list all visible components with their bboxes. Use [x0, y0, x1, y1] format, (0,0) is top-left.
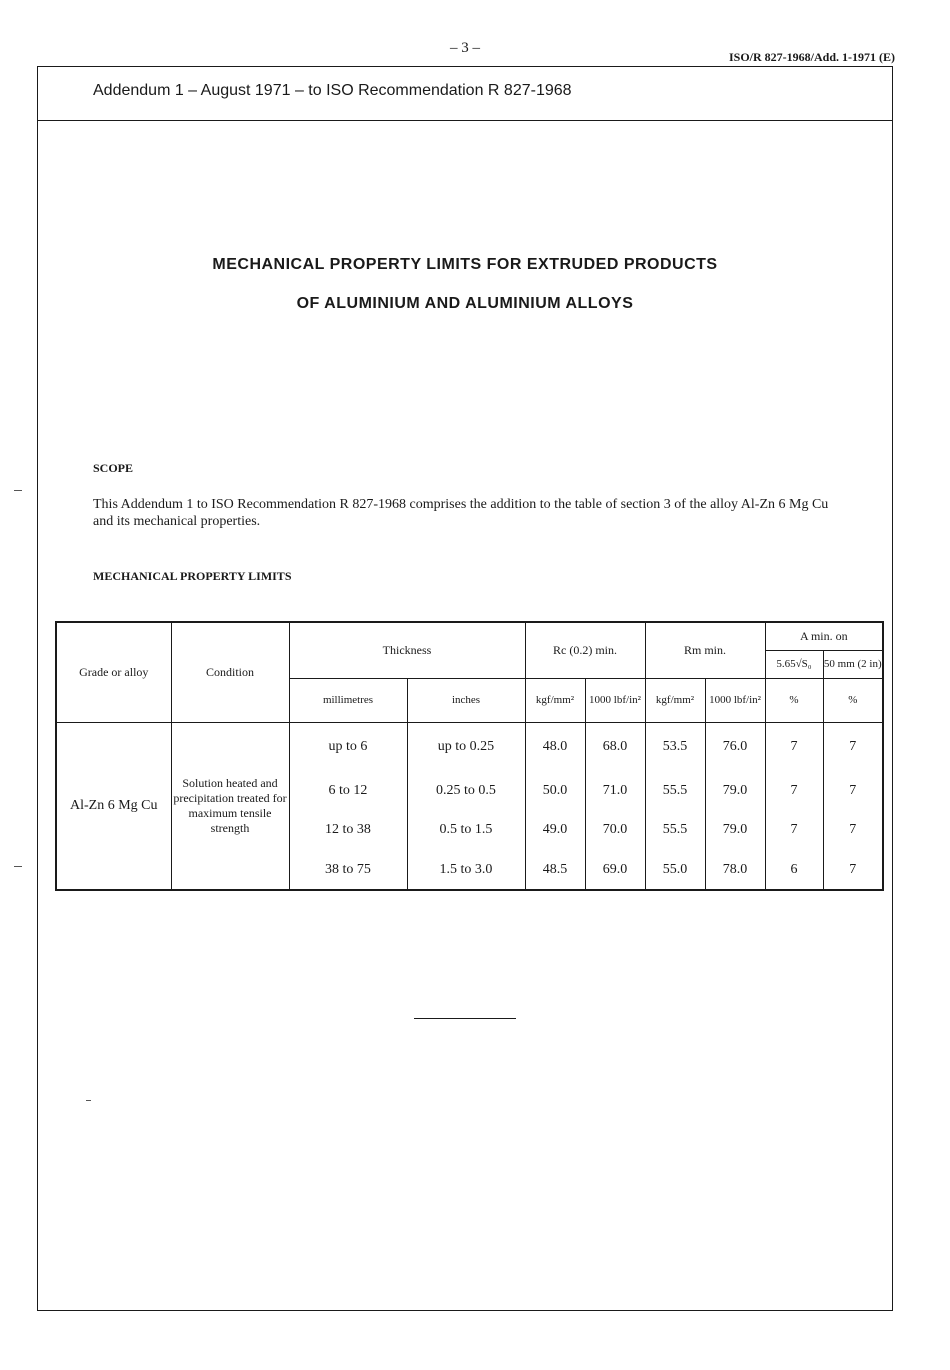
header-grade: Grade or alloy	[56, 622, 171, 722]
row-3-a-565: 7	[765, 810, 823, 850]
row-4-rm-kgf: 55.0	[645, 850, 705, 890]
row-3-mm: 12 to 38	[289, 810, 407, 850]
header-elongation: A min. on	[765, 622, 883, 650]
unit-a-50-pct: %	[823, 678, 883, 722]
row-1-a-565: 7	[765, 722, 823, 772]
header-a-565: 5.65√S₀	[765, 650, 823, 678]
row-2-rm-kgf: 55.5	[645, 772, 705, 810]
unit-rc-kgf: kgf/mm²	[525, 678, 585, 722]
header-thickness: Thickness	[289, 622, 525, 678]
document-reference: ISO/R 827-1968/Add. 1-1971 (E)	[728, 50, 895, 64]
addendum-line: Addendum 1 – August 1971 – to ISO Recommendation R 827-1968	[93, 82, 572, 99]
document-title-line-2: OF ALUMINIUM AND ALUMINIUM ALLOYS	[296, 295, 634, 312]
limits-heading: MECHANICAL PROPERTY LIMITS	[93, 569, 292, 583]
row-4-a-50: 7	[823, 850, 883, 890]
unit-inches: inches	[407, 678, 525, 722]
row-3-inches: 0.5 to 1.5	[407, 810, 525, 850]
page-number: – 3 –	[450, 40, 480, 56]
document-title-line-1: MECHANICAL PROPERTY LIMITS FOR EXTRUDED PRODUCTS	[212, 256, 718, 273]
unit-rm-lbf: 1000 lbf/in²	[705, 678, 765, 722]
row-1-rm-lbf: 76.0	[705, 722, 765, 772]
row-3-rm-lbf: 79.0	[705, 810, 765, 850]
row-4-rc-kgf: 48.5	[525, 850, 585, 890]
scope-paragraph: This Addendum 1 to ISO Recommendation R 827-1968 comprises the addition to the table of section 3 of the alloy Al-Zn 6 Mg Cu and its mechanical properties.	[93, 497, 829, 529]
unit-rm-kgf: kgf/mm²	[645, 678, 705, 722]
grade-cell: Al-Zn 6 Mg Cu	[56, 722, 171, 890]
end-rule	[414, 1018, 516, 1019]
header-condition: Condition	[171, 622, 289, 722]
row-4-inches: 1.5 to 3.0	[407, 850, 525, 890]
row-3-rm-kgf: 55.5	[645, 810, 705, 850]
property-limits-table	[55, 621, 884, 891]
row-4-rm-lbf: 78.0	[705, 850, 765, 890]
row-2-mm: 6 to 12	[289, 772, 407, 810]
condition-cell: Solution heated and precipitation treated for maximum tensile strength	[171, 722, 289, 890]
row-2-rc-lbf: 71.0	[585, 772, 645, 810]
margin-mark	[14, 866, 22, 867]
row-1-rm-kgf: 53.5	[645, 722, 705, 772]
row-1-a-50: 7	[823, 722, 883, 772]
row-3-a-50: 7	[823, 810, 883, 850]
margin-mark	[86, 1100, 91, 1101]
row-2-a-50: 7	[823, 772, 883, 810]
row-4-a-565: 6	[765, 850, 823, 890]
unit-a-565-pct: %	[765, 678, 823, 722]
table-row	[56, 722, 883, 772]
row-4-mm: 38 to 75	[289, 850, 407, 890]
scope-heading: SCOPE	[93, 461, 134, 475]
row-2-rc-kgf: 50.0	[525, 772, 585, 810]
row-2-a-565: 7	[765, 772, 823, 810]
row-3-rc-lbf: 70.0	[585, 810, 645, 850]
row-2-inches: 0.25 to 0.5	[407, 772, 525, 810]
header-rm: Rm min.	[645, 622, 765, 678]
margin-mark	[14, 490, 22, 491]
header-divider	[37, 120, 893, 121]
row-1-rc-kgf: 48.0	[525, 722, 585, 772]
row-1-rc-lbf: 68.0	[585, 722, 645, 772]
header-a-50mm: 50 mm (2 in)	[823, 650, 883, 678]
row-2-rm-lbf: 79.0	[705, 772, 765, 810]
unit-millimetres: millimetres	[289, 678, 407, 722]
row-1-inches: up to 0.25	[407, 722, 525, 772]
row-1-mm: up to 6	[289, 722, 407, 772]
row-4-rc-lbf: 69.0	[585, 850, 645, 890]
header-rc: Rc (0.2) min.	[525, 622, 645, 678]
row-3-rc-kgf: 49.0	[525, 810, 585, 850]
unit-rc-lbf: 1000 lbf/in²	[585, 678, 645, 722]
